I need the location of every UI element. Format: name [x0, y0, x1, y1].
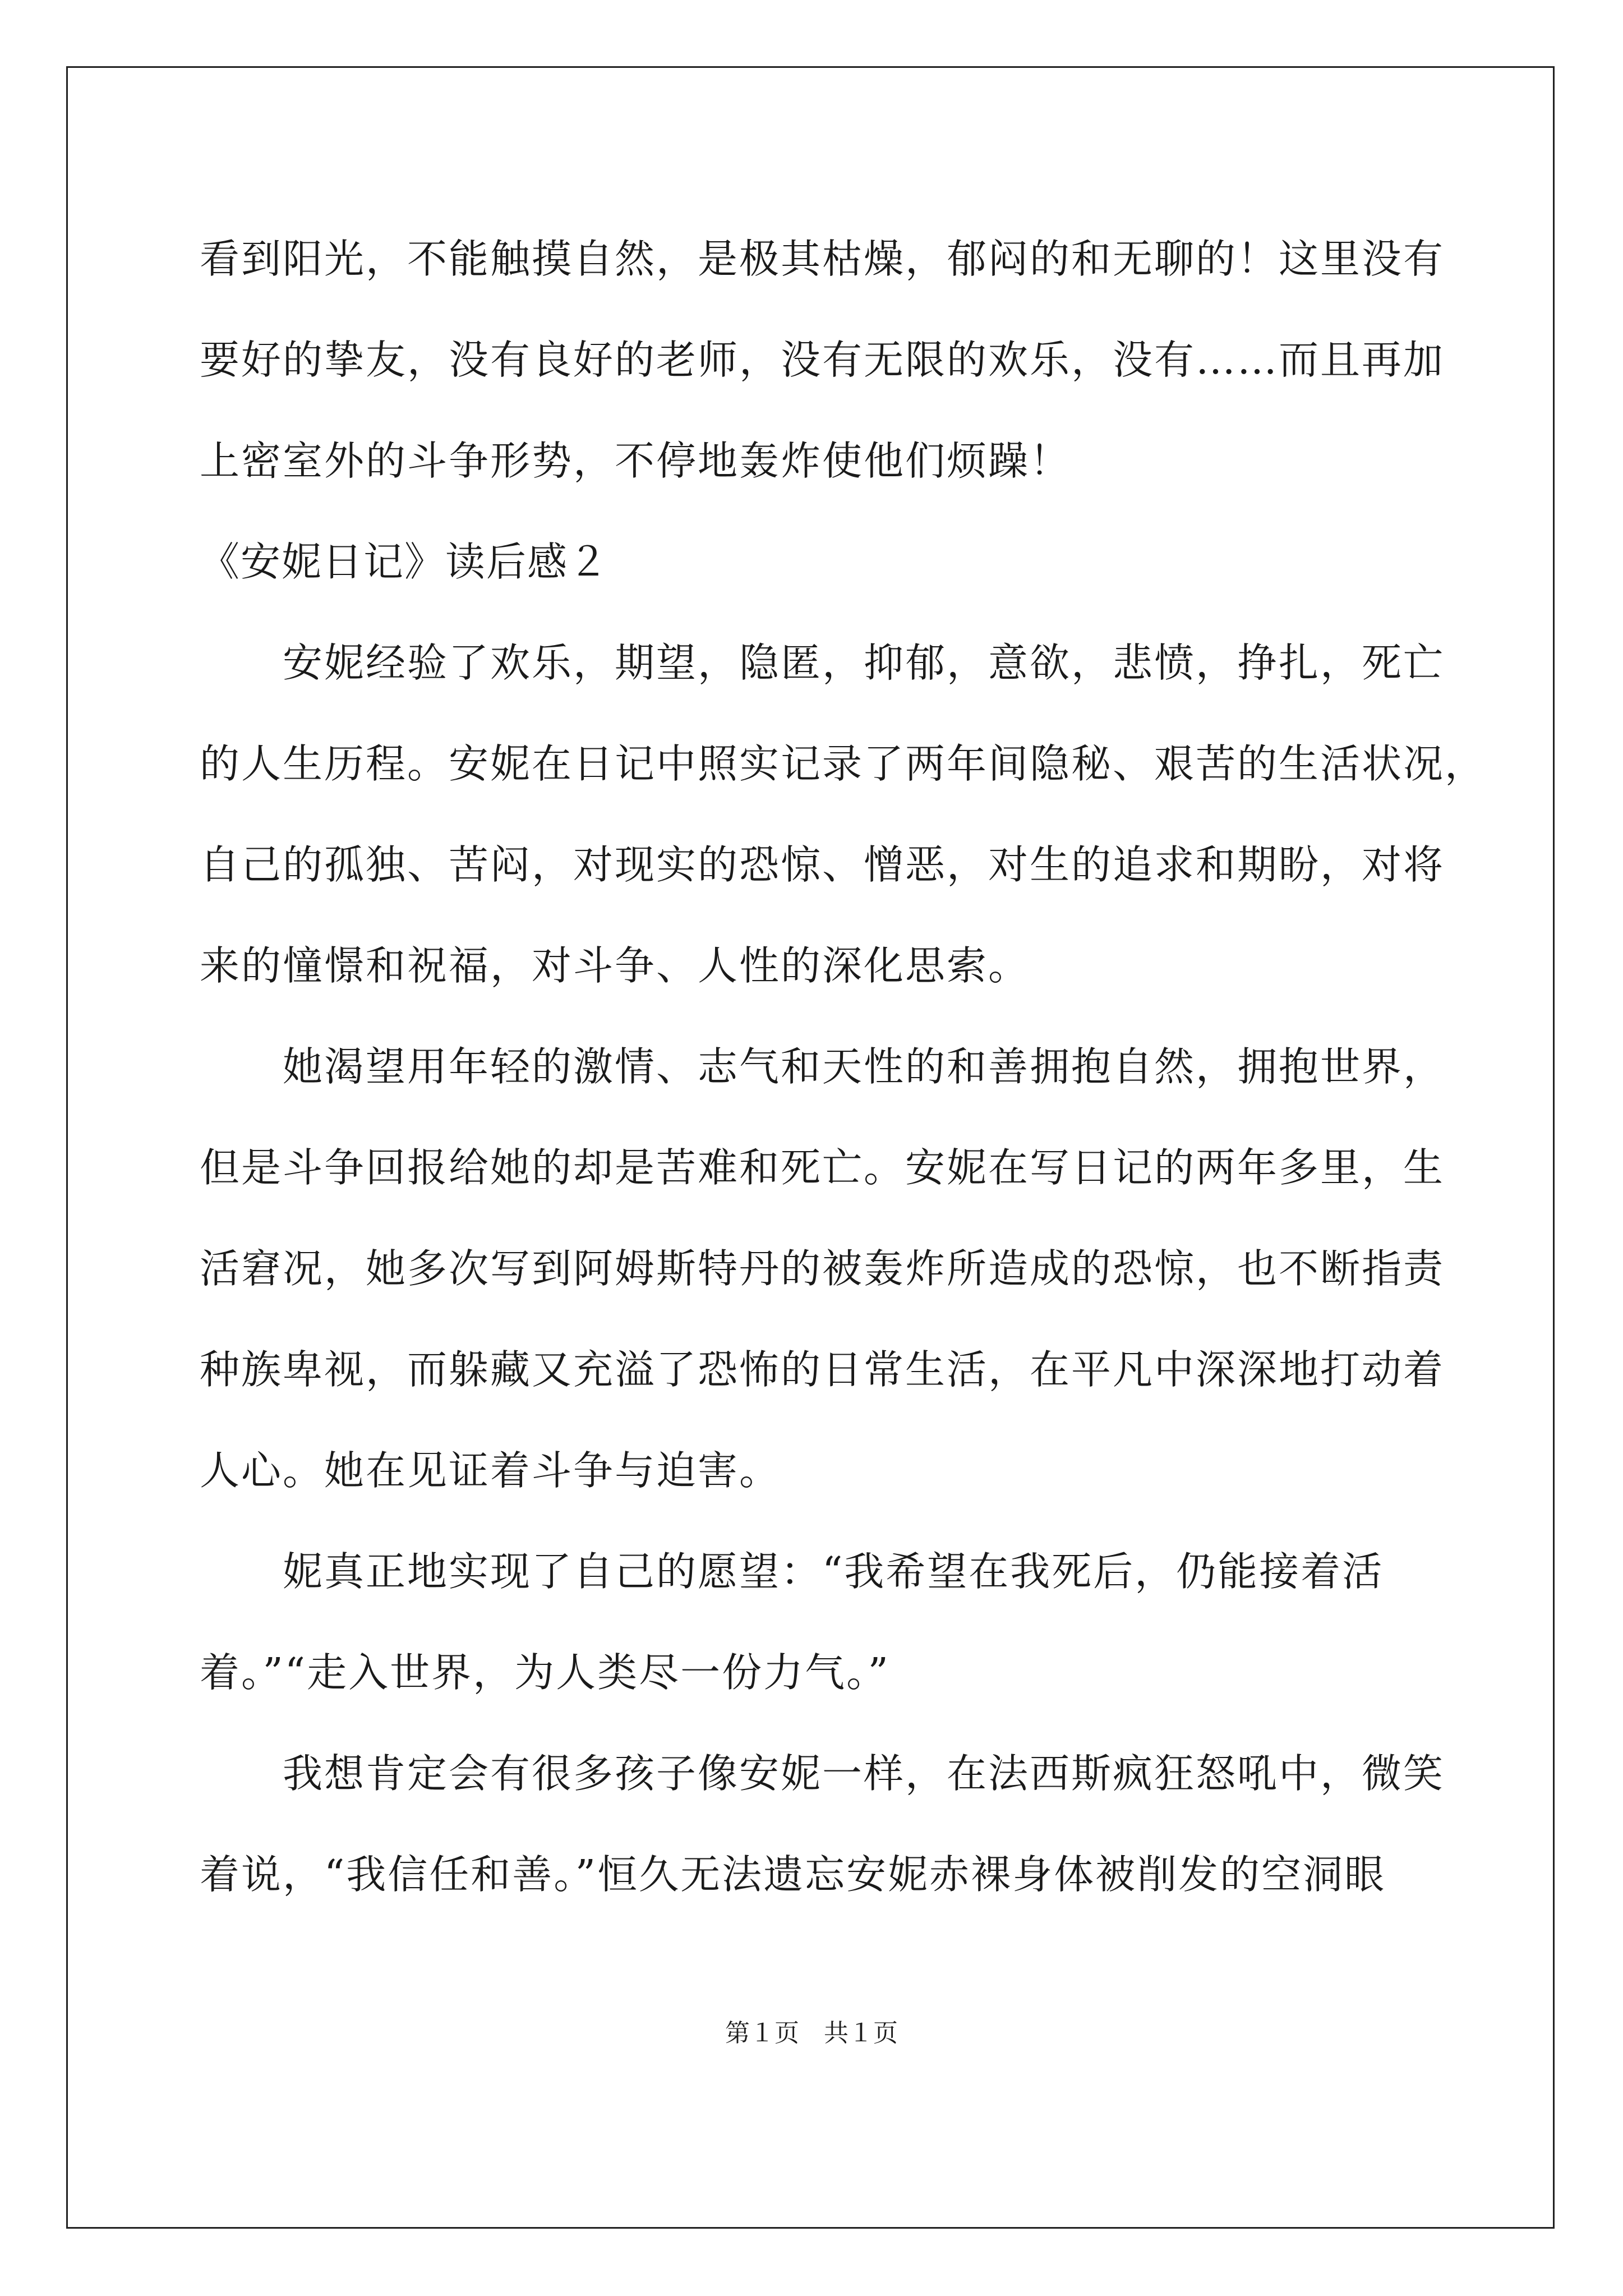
- text-line: 她渴望用年轻的激情、志气和天性的和善拥抱自然，拥抱世界，: [200, 1043, 1445, 1090]
- text-line: 活窘况，她多次写到阿姆斯特丹的被轰炸所造成的恐惊，也不断指责: [200, 1245, 1445, 1292]
- text-line: 着。”“走入世界，为人类尽一份力气。”: [200, 1649, 890, 1696]
- text-line: 自己的孤独、苦闷，对现实的恐惊、憎恶，对生的追求和期盼，对将: [200, 841, 1445, 888]
- text-line: 看到阳光，不能触摸自然，是极其枯燥，郁闷的和无聊的！这里没有: [200, 236, 1445, 282]
- page-number: 第１页 共１页: [725, 2019, 898, 2047]
- text-line: 妮真正地实现了自己的愿望：“我希望在我死后，仍能接着活: [200, 1548, 1384, 1595]
- text-line: 人心。她在见证着斗争与迫害。: [200, 1447, 781, 1494]
- text-line: 安妮经验了欢乐，期望，隐匿，抑郁，意欲，悲愤，挣扎，死亡: [200, 639, 1445, 686]
- document-body: [200, 209, 1487, 1925]
- text-line: 着说，“我信任和善。”恒久无法遗忘安妮赤裸身体被削发的空洞眼: [200, 1851, 1386, 1898]
- text-line: 种族卑视，而躲藏又充溢了恐怖的日常生活，在平凡中深深地打动着: [200, 1346, 1445, 1393]
- text-line: 我想肯定会有很多孩子像安妮一样，在法西斯疯狂怒吼中，微笑: [200, 1750, 1445, 1797]
- section-heading: 《安妮日记》读后感２: [200, 539, 610, 585]
- text-line: 上密室外的斗争形势，不停地轰炸使他们烦躁！: [200, 438, 1072, 484]
- text-line: 的人生历程。安妮在日记中照实记录了两年间隐秘、艰苦的生活状况，: [200, 740, 1487, 787]
- text-line: 但是斗争回报给她的却是苦难和死亡。安妮在写日记的两年多里，生: [200, 1144, 1445, 1191]
- text-line: 来的憧憬和祝福，对斗争、人性的深化思索。: [200, 942, 1030, 989]
- text-line: 要好的挚友，没有良好的老师，没有无限的欢乐，没有……而且再加: [200, 337, 1445, 383]
